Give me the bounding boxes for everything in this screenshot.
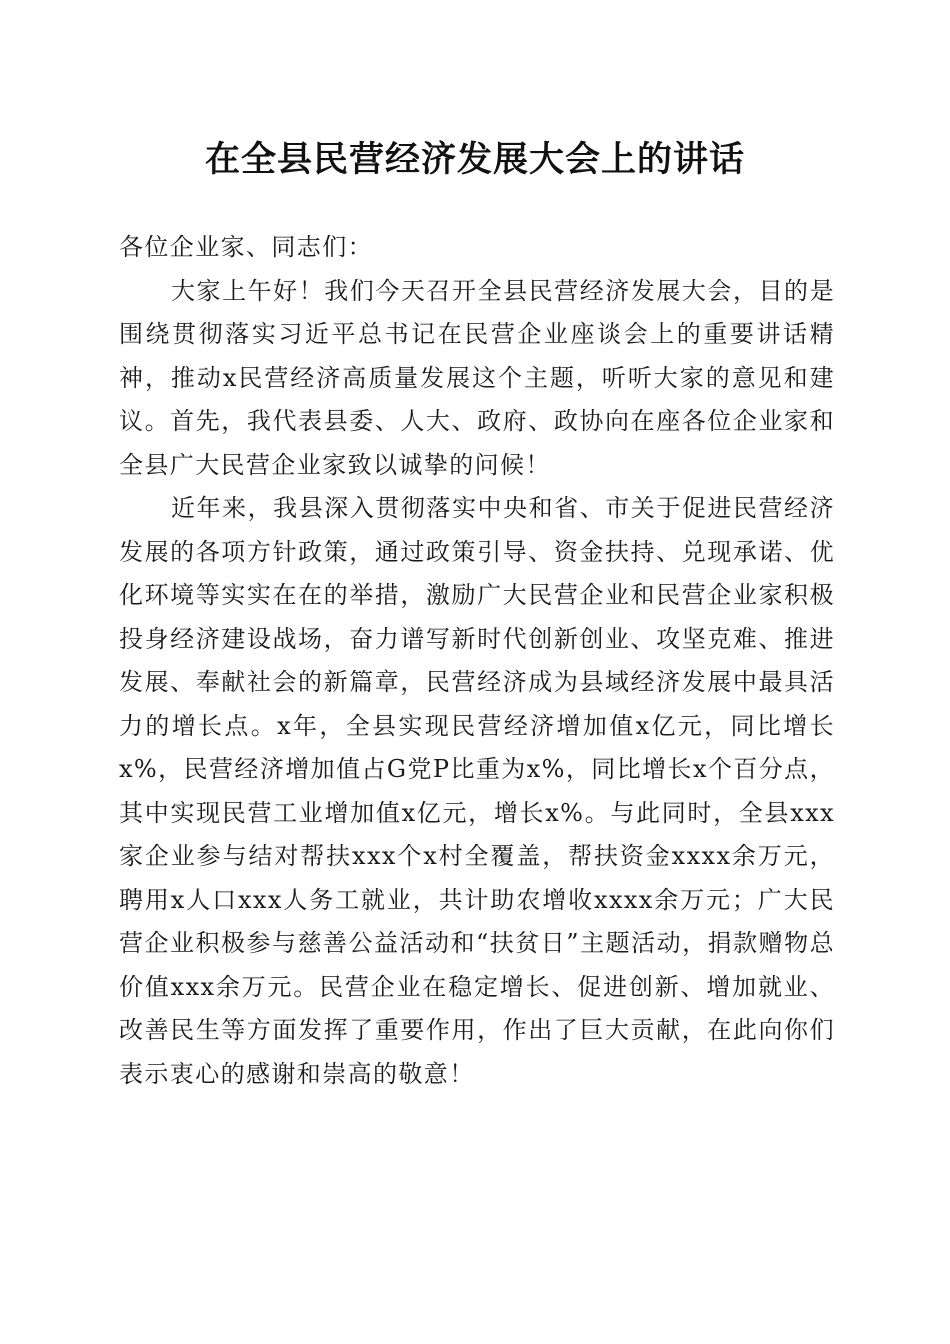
- document-title: 在全县民营经济发展大会上的讲话: [204, 139, 745, 180]
- document-body: [119, 226, 835, 1096]
- paragraph-achievements: 近年来，我县深入贯彻落实中央和省、市关于促进民营经济发展的各项方针政策，通过政策引导、资金扶持、兑现承诺、优化环境等实实在在的举措，激励广大民营企业和民营企业家积极投身经济建设战场，奋力谱写新时代创新创业、攻坚克难、推进发展、奉献社会的新篇章，民营经济成为县域经济发展中最具活力的增长点。x年，全县实现民营经济增加值x亿元，同比增长x%，民营经济增加值占G党P比重为x%，同比增长x个百分点，其中实现民营工业增加值x亿元，增长x%。与此同时，全县xxx家企业参与结对帮扶xxx个x村全覆盖，帮扶资金xxxx余万元，聘用x人口xxx人务工就业，共计助农增收xxxx余万元；广大民营企业积极参与慈善公益活动和“扶贫日”主题活动，捐款赠物总价值xxx余万元。民营企业在稳定增长、促进创新、增加就业、改善民生等方面发挥了重要作用，作出了巨大贡献，在此向你们表示衷心的感谢和崇高的敬意！: [119, 494, 835, 1088]
- salutation: 各位企业家、同志们：: [119, 233, 373, 261]
- paragraph-greeting: 大家上午好！我们今天召开全县民营经济发展大会，目的是围绕贯彻落实习近平总书记在民营企业座谈会上的重要讲话精神，推动x民营经济高质量发展这个主题，听听大家的意见和建议。首先，我代表县委、人大、政府、政协向在座各位企业家和全县广大民营企业家致以诚挚的问候！: [119, 276, 835, 479]
